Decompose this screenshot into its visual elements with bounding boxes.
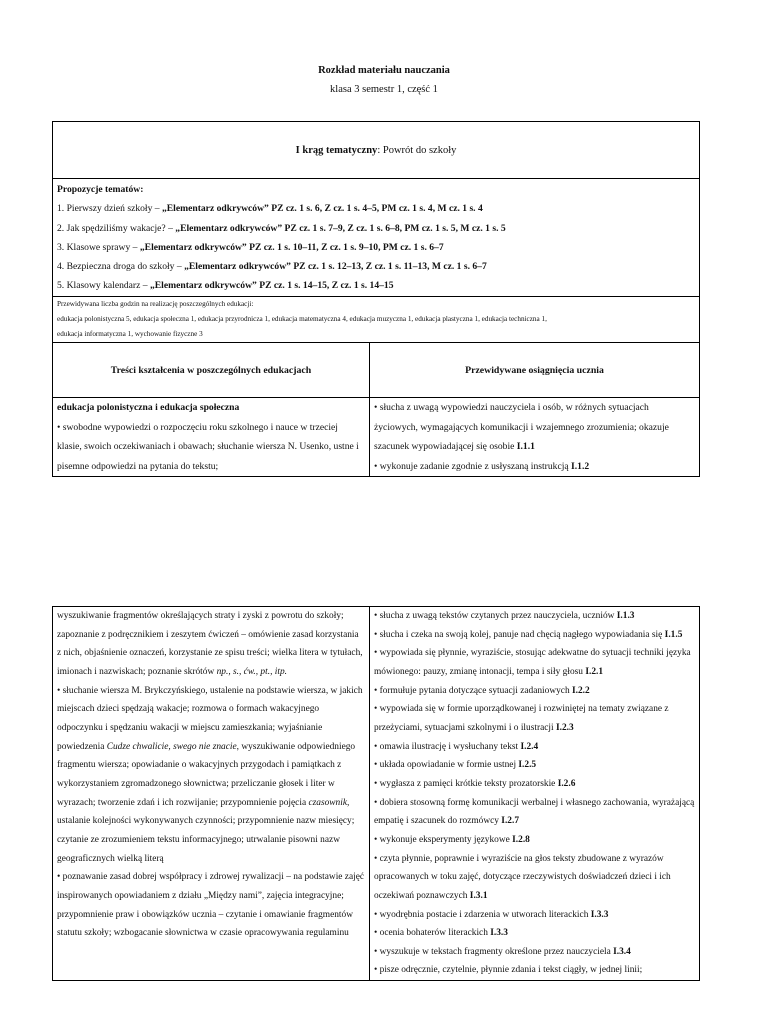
topic-item (57, 257, 695, 276)
hours-heading: Przewidywana liczba godzin na realizację poszczególnych edukacji: (57, 299, 254, 308)
outcome-item (374, 831, 695, 850)
topic-item (57, 199, 695, 218)
curriculum-table-top (52, 121, 700, 477)
theme-title: : Powrót do szkoły (377, 144, 457, 156)
outcome-code: I.2.6 (557, 778, 576, 789)
outcome-code: I.2.8 (512, 834, 530, 845)
topic-text: Jak spędziliśmy wakacje? – (66, 222, 176, 234)
content-paragraph (57, 607, 365, 682)
outcome-code: I.2.7 (501, 816, 520, 827)
outcome-text: • wyodrębnia postacie i zdarzenia w utworach literackich (374, 909, 591, 920)
outcome-item (374, 626, 695, 645)
document-subtitle: klasa 3 semestr 1, część 1 (330, 84, 438, 95)
hours-line: edukacja polonistyczna 5, edukacja społeczna 1, edukacja przyrodnicza 1, edukacja matematyczna 4, edukacja muzyczna 1, edukacja plastyczna 1, edukacja techniczna 1, (57, 314, 547, 323)
outcome-text: • wypowiada się płynnie, wyraziście, stosując adekwatne do sytuacji techniki języka mówionego: pauzy, zmianę intonacji, tempa i siły głosu (374, 648, 691, 677)
theme-cell (53, 122, 700, 179)
content-row (53, 398, 700, 477)
outcome-text: • słucha i czeka na swoją kolej, panuje nad chęcią nagłego wypowiadania się (374, 629, 665, 640)
content-text: , wyszukiwanie odpowiedniego fragmentu wiersza; opowiadanie o wakacyjnych przygodach i pamiątkach z wykorzystaniem zgromadzonego słownictwa; przeliczanie głosek i liter w wyrazach; tworzenie zdań i ich rozwijanie; przypomnienie pojęcia (57, 741, 356, 808)
outcome-text: • słucha z uwagą tekstów czytanych przez nauczyciela, uczniów (374, 611, 617, 621)
topic-number: 1. (57, 203, 67, 215)
outcome-code: I.2.1 (585, 666, 604, 677)
topic-reference: „Elementarz odkrywców” PZ cz. 1 s. 14–15, Z cz. 1 s. 14–15 (149, 280, 394, 292)
outcome-item (374, 906, 695, 925)
outcome-item (374, 943, 695, 962)
content-row (53, 607, 700, 981)
content-text: , ustalanie kolejności wykonywanych czynności; przypomnienie nazw miesięcy; czytanie ze zrozumieniem tekstu informacyjnego; utrwalanie pisowni nazw geograficznych wielką literą (57, 797, 355, 864)
outcome-code: I.2.2 (572, 685, 590, 696)
outcome-code: I.3.3 (490, 928, 508, 939)
topic-text: Bezpieczna droga do szkoły – (66, 261, 185, 273)
outcome-text: • ocenia bohaterów literackich (374, 928, 491, 939)
outcome-text: • omawia ilustrację i wysłuchany tekst (374, 741, 521, 752)
outcomes-cell (370, 398, 700, 477)
column-header-content: Treści kształcenia w poszczególnych edukacjach (53, 343, 370, 398)
topics-cell (53, 179, 700, 297)
column-header-row (53, 343, 700, 398)
topic-number: 3. (57, 241, 67, 253)
outcome-text: • słucha z uwagą wypowiedzi nauczyciela i osób, w różnych sytuacjach życiowych, wymagających komunikacji i wzajemnego zrozumienia; okazuje szacunek wypowiadającej się osobie (374, 402, 669, 453)
hours-cell (53, 296, 700, 343)
content-text: wyszukiwanie fragmentów określających straty i zyski z powrotu do szkoły; zapoznanie z podręcznikiem i zeszytem ćwiczeń – omówienie zasad korzystania z nich, objaśnienie oznaczeń, korzystanie ze spisu treści; wielka litera w tytułach, imionach i nazwiskach; poznanie skrótów (57, 611, 363, 677)
outcome-item (374, 457, 695, 476)
content-text: • słuchanie wiersza M. Brykczyńskiego, ustalenie na podstawie wiersza, w jakich miejscach dzieci spędzają wakacje; rozmowa o formach wakacyjnego odpoczynku i spędzaniu wakacji w miejscu zamieszkania; wyjaśnianie powiedzenia (57, 685, 363, 752)
outcome-text: • wygłasza z pamięci krótkie teksty prozatorskie (374, 778, 558, 789)
outcome-text: • formułuje pytania dotyczące sytuacji zadaniowych (374, 685, 572, 696)
content-paragraph: • swobodne wypowiedzi o rozpoczęciu roku szkolnego i nauce w trzeciej klasie, swoich oczekiwaniach i obawach; słuchanie wiersza N. Usenko, ustne i pisemne odpowiedzi na pytania do tekstu; (57, 421, 359, 472)
outcome-text: • czyta płynnie, poprawnie i wyraziście na głos teksty zbudowane z wyrazów opracowanych w toku zajęć, dotyczące rzeczywistych doświadczeń dzieci i ich oczekiwań poznawczych (374, 853, 671, 901)
outcome-item (374, 775, 695, 794)
outcome-item (374, 607, 695, 626)
topic-text: Klasowe sprawy – (66, 241, 140, 253)
curriculum-table-continued (52, 606, 700, 981)
document-title: Rozkład materiału nauczania (318, 65, 450, 76)
outcome-item (374, 794, 695, 831)
theme-prefix: I krąg tematyczny (295, 144, 378, 156)
hours-line: edukacja informatyczna 1, wychowanie fizyczne 3 (57, 330, 203, 339)
topic-number: 5. (57, 280, 67, 292)
outcome-code: I.2.4 (520, 741, 539, 752)
topic-number: 4. (57, 261, 67, 273)
outcome-item (374, 924, 695, 943)
outcome-code: I.1.3 (616, 611, 635, 621)
topic-reference: „Elementarz odkrywców” PZ cz. 1 s. 6, Z cz. 1 s. 4–5, PM cz. 1 s. 4, M cz. 1 s. 4 (161, 203, 483, 215)
outcome-item (374, 738, 695, 757)
topic-item (57, 219, 695, 238)
outcome-code: I.2.3 (555, 722, 574, 733)
content-cell (53, 398, 370, 477)
content-italic: Cudze chwalicie, swego nie znacie (106, 741, 237, 752)
topic-reference: „Elementarz odkrywców” PZ cz. 1 s. 7–9, Z cz. 1 s. 6–8, PM cz. 1 s. 5, M cz. 1 s. 5 (175, 222, 506, 234)
outcome-item (374, 682, 695, 701)
content-italic: np., s., ćw., pt., itp. (216, 666, 287, 677)
outcome-item (374, 961, 695, 980)
outcome-text: • wyszukuje w tekstach fragmenty określone przez nauczyciela (374, 946, 614, 957)
content-italic: czasownik (308, 797, 347, 808)
outcome-code: I.3.4 (613, 946, 631, 957)
outcome-item (374, 756, 695, 775)
outcome-code: I.1.5 (664, 629, 683, 640)
outcome-text: • wykonuje zadanie zgodnie z usłyszaną instrukcją (374, 460, 572, 472)
outcome-item (374, 644, 695, 681)
outcome-code: I.3.3 (590, 909, 609, 920)
outcome-code: I.1.1 (516, 441, 535, 453)
outcome-text: • pisze odręcznie, czytelnie, płynnie zdania i tekst ciągły, w jednej linii; (374, 965, 643, 976)
topics-heading: Propozycje tematów: (57, 184, 144, 195)
theme-row (53, 122, 700, 179)
outcome-item (374, 398, 695, 456)
topic-item (57, 238, 695, 257)
topics-row (53, 179, 700, 297)
topic-text: Klasowy kalendarz – (66, 280, 150, 292)
outcome-item (374, 850, 695, 906)
outcome-text: • układa opowiadanie w formie ustnej (374, 760, 519, 771)
content-paragraph (57, 682, 365, 869)
outcome-text: • dobiera stosowną formę komunikacji werbalnej i własnego zachowania, wyrażającą empatię i szacunek do rozmówcy (374, 797, 695, 827)
outcome-code: I.3.1 (469, 890, 488, 901)
hours-row (53, 296, 700, 343)
column-header-outcomes: Przewidywane osiągnięcia ucznia (370, 343, 700, 398)
outcome-item (374, 700, 695, 737)
outcome-code: I.2.5 (518, 760, 537, 771)
outcomes-cell (370, 607, 700, 981)
outcome-code: I.1.2 (571, 460, 590, 472)
topic-item (57, 276, 695, 295)
topic-reference: „Elementarz odkrywców” PZ cz. 1 s. 10–11, Z cz. 1 s. 9–10, PM cz. 1 s. 6–7 (139, 241, 444, 253)
topic-text: Pierwszy dzień szkoły – (66, 203, 162, 215)
outcome-text: • wypowiada się w formie uporządkowanej i rozwiniętej na tematy związane z przeżyciami, sytuacjami szkolnymi i o ilustracji (374, 704, 669, 733)
topic-number: 2. (57, 222, 67, 234)
content-cell (53, 607, 370, 981)
topic-reference: „Elementarz odkrywców” PZ cz. 1 s. 12–13, Z cz. 1 s. 11–13, M cz. 1 s. 6–7 (184, 261, 487, 273)
outcome-text: • wykonuje eksperymenty językowe (374, 834, 513, 845)
education-heading: edukacja polonistyczna i edukacja społeczna (57, 402, 240, 414)
content-paragraph: • poznawanie zasad dobrej współpracy i zdrowej rywalizacji – na podstawie zajęć inspirowanych opowiadaniem z działu „Między nami”, zajęcia integracyjne; przypomnienie praw i obowiązków ucznia – czytanie i omawianie fragmentów statutu szkoły; wzbogacanie słownictwa w czasie opracowywania regulaminu (57, 872, 365, 939)
